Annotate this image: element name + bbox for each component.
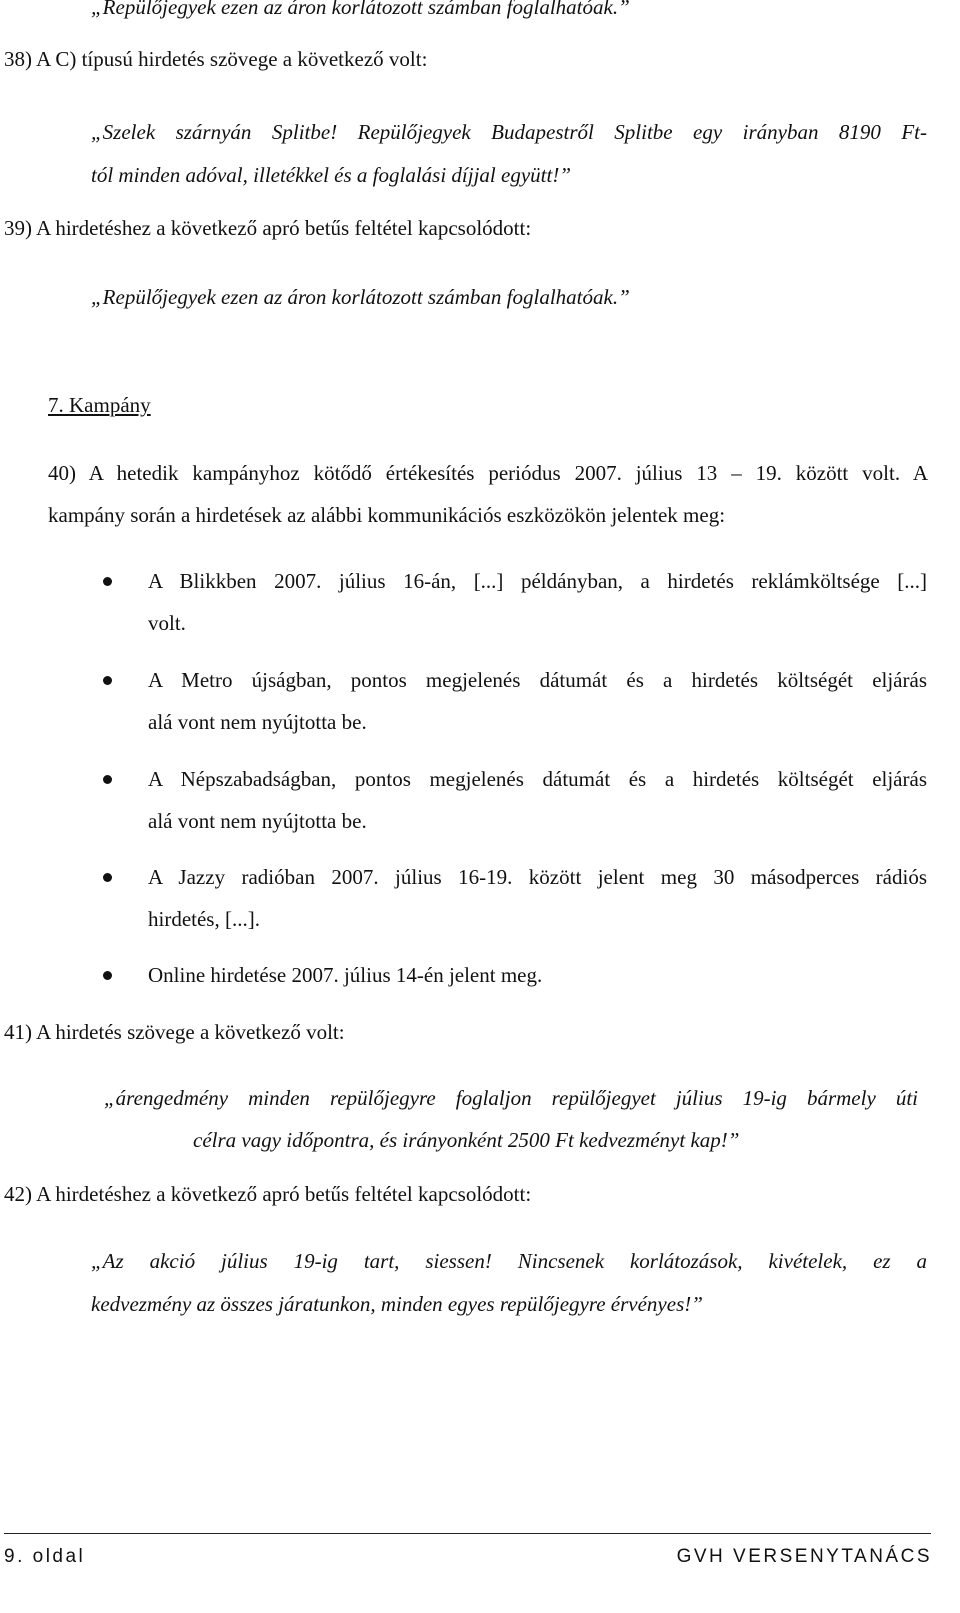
bullet-dot <box>103 873 112 882</box>
bullet-dot <box>103 577 112 586</box>
footer-organization: GVH VERSENYTANÁCS <box>676 1546 932 1567</box>
quote-top: „Repülőjegyek ezen az áron korlátozott számban foglalhatóak.” <box>91 0 630 19</box>
bullet-item-line2: hirdetés, [...]. <box>148 907 260 931</box>
question-38-quote-line2: tól minden adóval, illetékkel és a foglalási díjjal együtt!” <box>91 163 571 187</box>
bullet-item-line2: volt. <box>148 611 186 635</box>
question-40-line1: 40) A hetedik kampányhoz kötődő értékesítés periódus 2007. július 13 – 19. között volt. A <box>48 461 928 485</box>
section-heading-7: 7. Kampány <box>48 393 151 417</box>
bullet-item-line2: alá vont nem nyújtotta be. <box>148 809 367 833</box>
bullet-item-line2: alá vont nem nyújtotta be. <box>148 710 367 734</box>
bullet-dot <box>103 676 112 685</box>
bullet-item-line1: A Blikkben 2007. július 16-án, [...] példányban, a hirdetés reklámköltsége [...] <box>148 569 927 593</box>
question-41: 41) A hirdetés szövege a következő volt: <box>4 1020 345 1044</box>
question-41-quote-line2: célra vagy időpontra, és irányonként 2500 Ft kedvezményt kap!” <box>193 1128 740 1152</box>
question-41-quote-line1: „árengedmény minden repülőjegyre foglaljon repülőjegyet július 19-ig bármely úti <box>104 1086 918 1110</box>
question-42: 42) A hirdetéshez a következő apró betűs feltétel kapcsolódott: <box>4 1182 532 1206</box>
bullet-item-line1: Online hirdetése 2007. július 14-én jelent meg. <box>148 963 543 987</box>
bullet-item-line1: A Metro újságban, pontos megjelenés dátumát és a hirdetés költségét eljárás <box>148 668 927 692</box>
bullet-item-line1: A Jazzy radióban 2007. július 16-19. között jelent meg 30 másodperces rádiós <box>148 865 927 889</box>
bullet-dot <box>103 775 112 784</box>
question-39-quote: „Repülőjegyek ezen az áron korlátozott számban foglalhatóak.” <box>91 285 630 309</box>
bullet-dot <box>103 971 112 980</box>
footer-page-number: 9. oldal <box>4 1546 86 1567</box>
bullet-item-line1: A Népszabadságban, pontos megjelenés dátumát és a hirdetés költségét eljárás <box>148 767 927 791</box>
question-38: 38) A C) típusú hirdetés szövege a következő volt: <box>4 47 428 71</box>
question-42-quote-line1: „Az akció július 19-ig tart, siessen! Nincsenek korlátozások, kivételek, ez a <box>91 1249 927 1273</box>
question-40-line2: kampány során a hirdetések az alábbi kommunikációs eszközökön jelentek meg: <box>48 503 726 527</box>
footer-divider <box>4 1533 931 1534</box>
question-39: 39) A hirdetéshez a következő apró betűs feltétel kapcsolódott: <box>4 216 532 240</box>
question-38-quote-line1: „Szelek szárnyán Splitbe! Repülőjegyek Budapestről Splitbe egy irányban 8190 Ft- <box>91 120 927 144</box>
question-42-quote-line2: kedvezmény az összes járatunkon, minden egyes repülőjegyre érvényes!” <box>91 1292 703 1316</box>
